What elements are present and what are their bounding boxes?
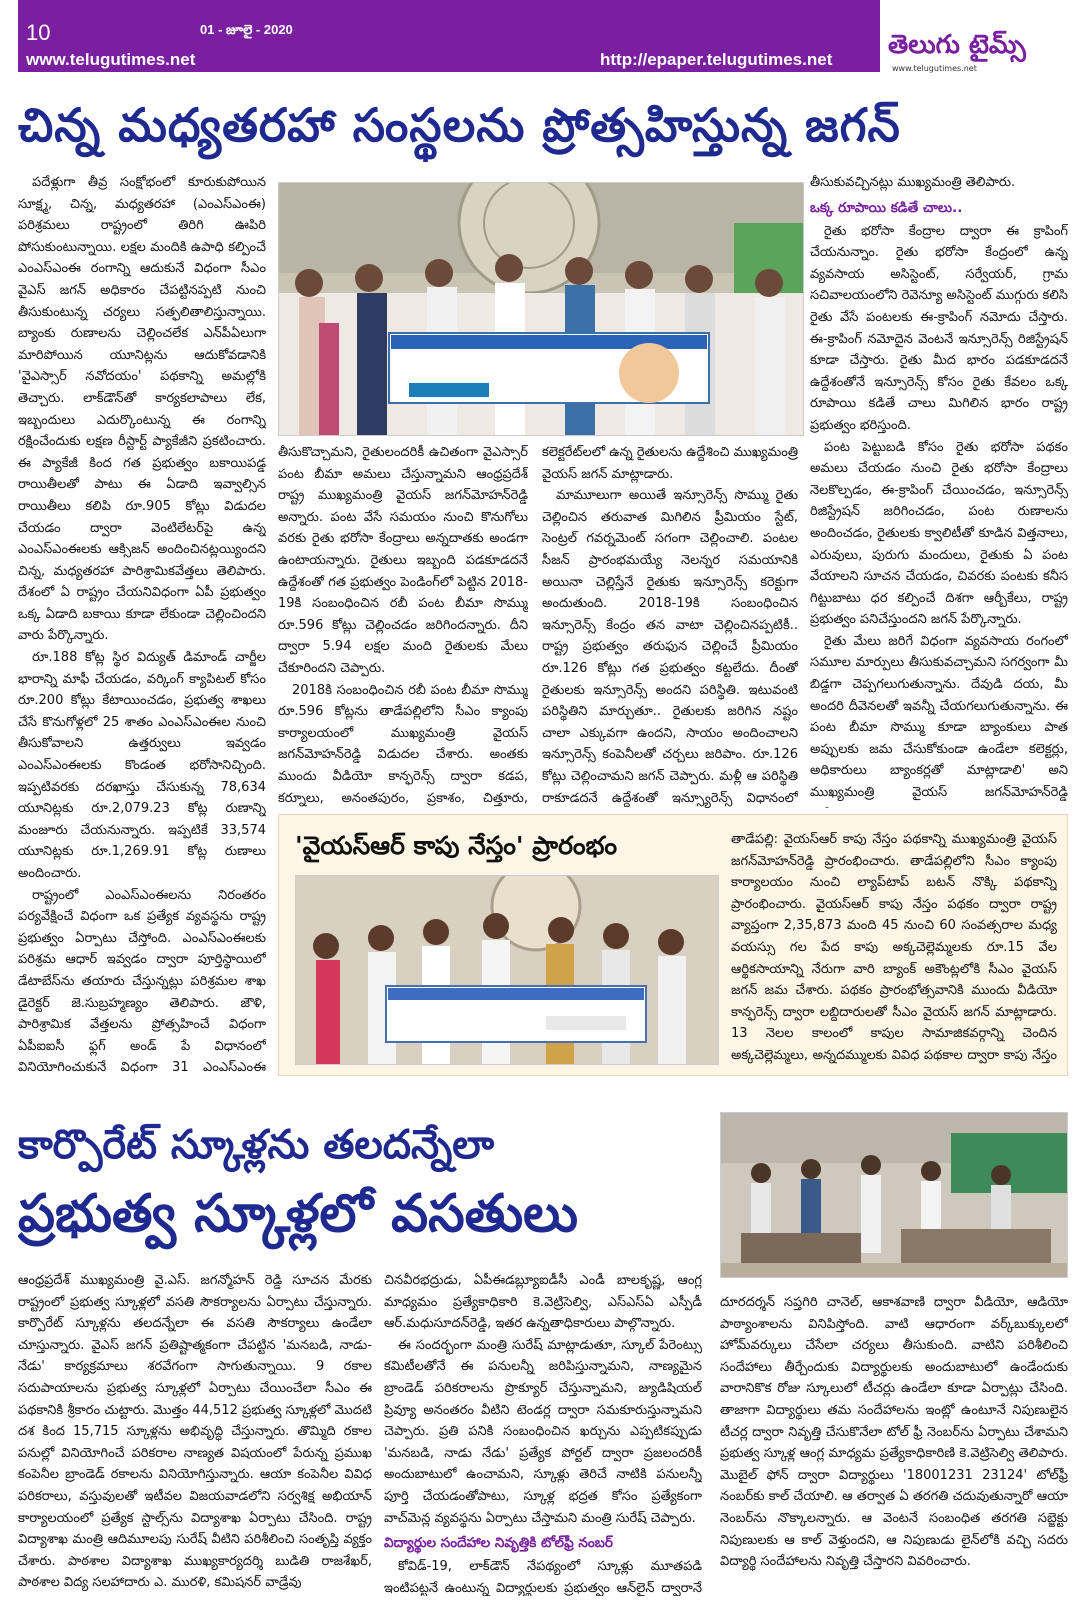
kapu-text	[731, 829, 1057, 1065]
edition-date: 01 - జూలై - 2020	[200, 22, 293, 37]
page-number: 10	[26, 20, 51, 45]
subhead-one-rupee: ఒక్క రూపాయి కడితే చాలు..	[810, 199, 963, 216]
paragraph: రాష్ట్రంలో ఎంఎస్‌ఎంఈలను నిరంతరం పర్యవేక్షించే విధంగా ఒక ప్రత్యేక వ్యవస్థను రాష్ట్ర ప్రభుత్వం ఏర్పాటు చేస్తోంది. ఎంఎస్‌ఎంఈలకు పరిశ్రమ ఆధార్‌ ఇవ్వడం ద్వారా పూర్తిస్థాయిలో డేటాబేస్‌ను తయారు చేస్తున్నట్లు పరిశ్రమల శాఖ డైరెక్టర్‌ జె.సుబ్రహ్మణ్యం తెలిపారు. జౌళి, పారిశ్రామిక వేత్తలను ప్రోత్సహించే విధంగా ఏపీఐఐసీ ఫ్లగ్‌ అండ్‌ పే విధానంలో వినియోగించుకునే విధంగా 31 ఎంఎస్‌ఎంఈ	[18, 887, 266, 1076]
paragraph: పదేళ్లుగా తీవ్ర సంక్షోభంలో కూరుకుపోయిన సూక్ష్మ, చిన్న, మధ్యతరహా (ఎంఎస్‌ఎంఈ) పరిశ్రమలు రాష్ట్రంలో తిరిగి ఊపిరి పోసుకుంటున్నాయి. లక్షల మందికి ఉపాధి కల్పించే ఎంఎస్‌ఎంఈ రంగాన్ని ఆదుకునే విధంగా సీఎం వైఎస్‌ జగన్‌ అధికారం చేపట్టినప్పటి నుంచి తీసుకుంటున్న చర్యలు సత్ఫలితాలిస్తున్నాయి. బ్యాంకు రుణాలను చెల్లించలేక ఎన్‌పీఏలుగా మారిపోయిన యూనిట్లను ఆదుకోవడానికి 'వైఎస్సార్‌ నవోదయం' పథకాన్ని అమల్లోకి తెచ్చారు. లాక్‌డౌన్‌తో కార్యకలాపాలు లేక, ఇబ్బందులు ఎదుర్కొంటున్న ఈ రంగాన్ని రక్షించేందుకు లక్షణ రీస్టార్ట్‌ ప్యాకేజీని ప్రకటించారు. ఈ ప్యాకేజీ కింద గత ప్రభుత్వం బకాయిపడ్డ రాయితీలతో పాటు ఈ ఏడాది ఇవ్వాల్సిన రాయితీలు కలిపి రూ.905 కోట్లు విడుదల చేయడం ద్వారా వెంటిలేటర్‌పై ఉన్న ఎంఎస్‌ఎంఈలకు ఆక్సిజన్‌ అందించినట్లయ్యిందని చిన్న, మధ్యతరహా పారిశ్రామికవేత్తలు తెలిపారు. దేశంలో ఏ రాష్ట్రం చేయనివిధంగా ఏపీ ప్రభుత్వం ఒక్క ఏడాది బకాయి కూడా లేకుండా చెల్లించిందని వారు పేర్కొన్నారు.	[18, 175, 266, 644]
kapu-nestham-box	[278, 814, 1068, 1076]
photo-cheque-handover	[278, 182, 804, 436]
article2-col3	[720, 1292, 1068, 1596]
photo-kapu-launch-image	[296, 876, 719, 1065]
photo-school-furniture-image	[721, 1113, 1068, 1278]
article2-col1	[18, 1270, 372, 1596]
article2-col2	[384, 1270, 702, 1596]
schools-headline-line1: కార్పొరేట్‌ స్కూళ్లను తలదన్నేలా	[18, 1122, 495, 1168]
article1-col1	[18, 172, 266, 1076]
article1-col2	[278, 442, 528, 808]
paragraph: తీసుకొచ్చామని, రైతులందరికీ ఉచితంగా వైఎస్సార్‌ పంట బీమా అమలు చేస్తున్నామని ఆంధ్రప్రదేశ్‌ రాష్ట్ర ముఖ్యమంత్రి వైయస్‌ జగన్‌మోహన్‌రెడ్డి అన్నారు. పంట వేసే సమయం నుంచి కొనుగోలు వరకు రైతు భరోసా కేంద్రాలు అన్నదాతకు అండగా ఉంటాయన్నారు. రైతులు ఇబ్బంది పడకూడదనే ఉద్దేశంతో గత ప్రభుత్వం పెండింగ్‌లో పెట్టిన 2018-19కి సంబంధించిన రబీ పంట బీమా సొమ్ము రూ.596 కోట్లు చెల్లించడం జరిగిందన్నారు. దీని ద్వారా 5.94 లక్షల మంది రైతులకు మేలు చేకూరిందని చెప్పారు.	[278, 445, 528, 676]
epaper-link[interactable]: http://epaper.telugutimes.net	[600, 50, 833, 69]
article1-col3	[542, 442, 798, 808]
paragraph: రైతు మేలు జరిగే విధంగా వ్యవసాయ రంగంలో సమూల మార్పులు తీసుకువచ్చామని సగర్వంగా మీ బిడ్డగా చెప్పగలుగుతున్నాను. దేవుడి దయ, మీ అందరి దీవెనలతో ఇవన్నీ చేయగలుగుతున్నాను. ఈ పంట బీమా సొమ్ము కూడా బ్యాంకులు పాత అప్పులకు జమ చేసుకోకుండా ఉండేలా కలెక్టర్లు, అధికారులు బ్యాంకర్లతో మాట్లాడాలి' అని ముఖ్యమంత్రి వైయస్‌ జగన్‌మోహన్‌రెడ్డి	[810, 633, 1068, 801]
paragraph: పంట పెట్టుబడి కోసం రైతు భరోసా పథకం అమలు చేయడం నుంచి రైతు భరోసా కేంద్రాలు నెలకొల్పడం, ఈ-క్రాపింగ్‌ చేయించడం, ఇన్సూరెన్స్‌ రిజిస్ట్రేషన్‌ జరిగించడం, పంట రుణాలను అందించడం, రైతులకు క్వాలిటీతో కూడిన విత్తనాలు, ఎరువులు, పురుగు మందులు, రైతుకు ఏ పంట వేయాలని సూచన చేయడం, చివరకు పంటకు కనీస గిట్టుబాటు ధర కల్పించే దిశగా ఆర్బీకేలు, రాష్ట్ర ప్రభుత్వం పనిచేస్తుందని జగన్‌ పేర్కొన్నారు.	[810, 439, 1068, 628]
paragraph: రైతు భరోసా కేంద్రాల ద్వారా ఈ క్రాపింగ్‌ చేయనున్నాం. రైతు భరోసా కేంద్రంలో ఉన్న వ్యవసాయ అసిస్టెంట్‌, సర్వేయర్‌, గ్రామ సచివాలయంలోని రెవెన్యూ అసిస్టెంట్‌ ముగ్గురు కలిసి రైతు వేసే పంటలకు ఈ-క్రాపింగ్‌ నమోదు చేస్తారు. ఈ-క్రాపింగ్‌ నమోదైన వెంటనే ఇన్సూరెన్స్‌ రిజిస్ట్రేషన్‌ కూడా చేస్తారు. రైతు మీద భారం పడకూడదనే ఉద్దేశంతోనే ఇన్సూరెన్స్‌ కోసం రైతు కేవలం ఒక్క రూపాయి కడితే చాలు మిగిలిన భారం రాష్ట్ర ప్రభుత్వం భరిస్తుంది.	[810, 223, 1068, 433]
paragraph: మామూలుగా అయితే ఇన్సూరెన్స్‌ సొమ్ము రైతు చెల్లించిన తరువాత మిగిలిన ప్రీమియం స్టేట్‌, సెంట్రల్‌ గవర్నమెంట్‌ సగంగా చెల్లించాలి. పంటల సీజన్‌ ప్రారంభమయ్యే నెలన్నర సమయానికి అయినా చెల్లిస్తేనే రైతుకు ఇన్సూరెన్స్‌ కరెక్టుగా అందుతుంది. 2018-19కి సంబంధించిన ఇన్సూరెన్స్‌ కేంద్రం తన వాటా చెల్లించినప్పటికీ.. రాష్ట్ర ప్రభుత్వం తరుఫున చెల్లించే ప్రీమియం రూ.126 కోట్లు గత ప్రభుత్వం కట్టలేదు. దీంతో రైతులకు ఇన్సూరెన్స్‌ అందని పరిస్థితి. ఇటువంటి పరిస్థితిని మార్చుతూ.. రైతులకు జరిగిన నష్టం చాలా ఎక్కువగా ఉందని, సాయం అందించాలని ఇన్సూరెన్స్‌ కంపెనీలతో చర్చలు జరిపాం. రూ.126 కోట్లు చెల్లించామని జగన్‌ చెప్పారు. మళ్లీ ఆ పరిస్థితి రాకూడదనే ఉద్దేశంతో ఇన్స్యూరెన్స్‌ విధానంలో	[542, 488, 798, 806]
logo-text: తెలుగు టైమ్స్	[888, 30, 1026, 60]
logo-sub: www.telugutimes.net	[892, 64, 977, 73]
photo-kapu-launch	[295, 875, 719, 1065]
paragraph: తీసుకువచ్చినట్లు ముఖ్యమంత్రి తెలిపారు.	[810, 175, 1016, 190]
subhead-tollfree: విద్యార్థుల సందేహాల నివృత్తికి టోల్‌ఫ్రీ నంబర్‌	[384, 1535, 613, 1552]
photo-school-furniture	[720, 1112, 1068, 1278]
main-headline: చిన్న మధ్యతరహా సంస్థలను ప్రోత్సహిస్తున్న జగన్	[18, 98, 901, 152]
paragraph: చినవీరభద్రుడు, ఏపీఈడబ్ల్యూఐడీసీ ఎండీ బాలకృష్ణ, ఆంగ్ల మాధ్యమం ప్రత్యేకాధికారి కె.వెట్రిసెల్వి, ఎస్‌ఎస్‌ఏ ఎస్పీడీ ఆర్‌.మధుసూదన్‌రెడ్డి, ఇతర ఉన్నతాధికారులు పాల్గొన్నారు.	[384, 1273, 702, 1332]
article1-col4	[810, 172, 1068, 808]
photo-cheque-handover-image	[279, 183, 804, 436]
paragraph: దూరదర్శన్‌ సప్తగిరి చానెల్‌, ఆకాశవాణి ద్వారా వీడియో, ఆడియో పాఠ్యాంశాలను వినిపిస్తోంది. వాటి ఆధారంగా వర్క్‌బుక్కులలో హోమ్‌వర్కులు చేసేలా చర్యలు తీసుకుంది. వాటిని పరిశీలించి సందేహాలు తీర్చేందుకు విద్యార్థులకు అందుబాటులో ఉండేందుకు వారానికొక రోజు స్కూలులో టీచర్లు ఉండేలా కూడా ఏర్పాట్లు చేసింది. తాజాగా విద్యార్థులు తమ సందేహాలను ఇంట్లో ఉంటూనే నిపుణులైన టీచర్ల ద్వారా నివృత్తి చేసుకొనేలా టోల్‌ ఫ్రీ నెంబర్‌ను ఏర్పాటు చేశామని ప్రభుత్వ స్కూళ్ల ఆంగ్ల మాధ్యమ ప్రత్యేకాధికారిణి కె.వెట్రిసెల్వి తెలిపారు. మొబైల్‌ ఫోన్‌ ద్వారా విద్యార్థులు '18001231 23124' టోల్‌ఫ్రీ నంబర్‌కు కాల్‌ చేయాలి. ఆ తర్వాత ఏ తరగతి చదువుతున్నారో ఆయా నెంబర్‌ను నొక్కాలన్నారు. ఆ వెంటనే సంబంధిత తరగతి సబ్జెక్టు నిపుణులకు ఆ కాల్‌ వెళ్తుందని, ఆ నిపుణుడు లైన్‌లోకి వచ్చి సదరు విద్యార్థి సందేహాలను నివృత్తి చేస్తారని వివరించారు.	[720, 1295, 1068, 1570]
masthead	[0, 0, 1084, 72]
schools-headline-line2: ప్రభుత్వ స్కూళ్లలో వసతులు	[18, 1184, 578, 1244]
site-link[interactable]: www.telugutimes.net	[26, 50, 196, 69]
paragraph: ఈ సందర్భంగా మంత్రి సురేష్‌ మాట్లాడుతూ, స్కూల్‌ పేరెంట్సు కమిటీలతోనే ఈ పనులన్నీ జరిపిస్తున్నామని, నాణ్యమైన బ్రాండెడ్‌ పరికరాలను ప్రొక్యూర్‌ చేస్తున్నామని, జ్యుడిషియల్‌ ప్రివ్యూ అనంతరం వీటిని టెండర్ల ద్వారా సమకూరుస్తున్నామని చెప్పారు. ప్రతి పనికి సంబంధించిన ఖర్చును ఎప్పటికప్పుడు 'మనబడి, నాడు నేడు' ప్రత్యేక పోర్టల్‌ ద్వారా ప్రజలందరికీ అందుబాటులో ఉంచామని, స్కూళ్లు తెరిచే నాటికి పనులన్నీ పూర్తి చేయడంతోపాటు, స్కూళ్ల భద్రత కోసం ప్రత్యేకంగా వాచ్‌మెన్ల వ్యవస్థను ఏర్పాటు చేస్తామని మంత్రి సురేష్‌ చెప్పారు.	[384, 1337, 702, 1526]
paragraph: 2018కి సంబంధించిన రబీ పంట బీమా సొమ్ము రూ.596 కోట్లను తాడేపల్లిలోని సీఎం క్యాంపు కార్యాలయంలో ముఖ్యమంత్రి వైయస్‌ జగన్‌మోహన్‌రెడ్డి విడుదల చేశారు. అంతకు ముందు వీడియో కాన్ఫరెన్స్‌ ద్వారా కడప, కర్నూలు, అనంతపురం, ప్రకాశం, చిత్తూరు,	[278, 682, 528, 806]
kapu-title: 'వైయస్‌ఆర్‌ కాపు నేస్తం' ప్రారంభం	[295, 831, 617, 860]
paragraph: రూ.188 కోట్ల స్థిర విద్యుత్‌ డిమాండ్‌ చార్జీల భారాన్ని మాఫీ చేయడం, వర్కింగ్‌ క్యాపిటల్‌ కోసం రూ.200 కోట్లు కేటాయించడం, ప్రభుత్వ శాఖలు చేసే కొనుగోళ్లలో 25 శాతం ఎంఎస్‌ఎంఈల నుంచి తీసుకోవాలని ఉత్తర్వులు ఇవ్వడం ఎంఎస్‌ఎంఈలకు కొండంత భరోసానిచ్చింది. ఇప్పటివరకు దరఖాస్తు చేసుకున్న 78,634 యూనిట్లకు రూ.2,079.23 కోట్ల రుణాన్ని మంజూరు చేయనున్నారు. ఇప్పటికే 33,574 యూనిట్లకు రూ.1,269.91 కోట్ల రుణాలు అందించారు.	[18, 650, 266, 881]
telugu-times-logo	[882, 28, 1062, 74]
paragraph: కలెక్టరేట్‌లలో ఉన్న రైతులను ఉద్దేశించి ముఖ్యమంత్రి వైయస్‌ జగన్‌ మాట్లాడారు.	[542, 445, 798, 482]
paragraph: ఆంధ్రప్రదేశ్‌ ముఖ్యమంత్రి వై.ఎస్‌. జగన్మోహన్‌ రెడ్డి సూచన మేరకు రాష్ట్రంలో ప్రభుత్వ స్కూళ్లలో వసతి సౌకర్యాలను ఏర్పాటు చేస్తున్నారు. కార్పొరేట్‌ స్కూళ్లను తలదన్నేలా ఈ వసతి సౌకర్యాలు ఉండేలా చూస్తున్నారు. వైఎస్‌ జగన్‌ ప్రతిష్టాత్మకంగా చేపట్టిన 'మనబడి, నాడు-నేడు' కార్యక్రమాలు శరవేగంగా సాగుతున్నాయి. 9 రకాల సదుపాయాలను ప్రభుత్వ స్కూళ్లలో ఏర్పాటు చేయించేలా సీఎం ఈ పథకానికి శ్రీకారం చుట్టారు. మొత్తం 44,512 ప్రభుత్వ స్కూళ్లలో మొదటి దశ కింద 15,715 స్కూళ్లను అభివృద్ధి చేస్తున్నారు. తొమ్మిది రకాల పనుల్లో వినియోగించే పరికరాల నాణ్యత విషయంలో పేరున్న ప్రముఖ కంపెనీల బ్రాండెడ్‌ రకాలను వినియోగిస్తున్నారు. ఆయా కంపెనీల వివిధ పరికరాలు, వస్తువులతో ఇటీవల విజయవాడలోని సర్వశిక్ష అభియాన్‌ కార్యాలయంలో ప్రత్యేక స్టాల్స్‌ను విద్యాశాఖ ఏర్పాటు చేసింది. రాష్ట్ర విద్యాశాఖ మంత్రి ఆదిమూలపు సురేష్‌ వీటిని పరిశీలించి సంతృప్తి వ్యక్తం చేశారు. పాఠశాల విద్యాశాఖ ముఖ్యకార్యదర్శి బుడితి రాజశేఖర్‌, పాఠశాల విద్య సలహాదారు ఎ. మురళి, కమిషనర్‌ వాడ్రేవు	[18, 1273, 372, 1591]
paragraph: తాడేపల్లి: వైయస్‌ఆర్‌ కాపు నేస్తం పథకాన్ని ముఖ్యమంత్రి వైయస్‌ జగన్‌మోహన్‌రెడ్డి ప్రారంభించారు. తాడేపల్లిలోని సీఎం క్యాంపు కార్యాలయం నుంచి ల్యాప్‌టాప్‌ బటన్‌ నొక్కి పథకాన్ని ప్రారంభించారు. వైయస్‌ఆర్‌ కాపు నేస్తం పథకం ద్వారా రాష్ట్ర వ్యాప్తంగా 2,35,873 మంది 45 నుంచి 60 సంవత్సరాల మధ్య వయస్సు గల పేద కాపు అక్కచెల్లెమ్మలకు రూ.15 వేల ఆర్థికసాయాన్ని నేరుగా వారి బ్యాంక్‌ అకౌంట్లలోకి సీఎం వైయస్‌ జగన్‌ జమ చేశారు. పథకం ప్రారంభోత్సవానికి ముందు వీడియో కాన్ఫరెన్స్‌ ద్వారా లబ్దిదారులతో సీఎం వైయస్‌ జగన్‌ మాట్లాడారు. 13 నెలల కాలంలో కాపుల సామాజికవర్గాన్ని చెందిన అక్కచెల్లెమ్మలు, అన్నదమ్ములకు వివిధ పథకాల ద్వారా కాపు నేస్తం	[731, 832, 1057, 1063]
paragraph: కోవిడ్‌-19, లాక్‌డౌన్‌ నేపథ్యంలో స్కూళ్లు మూతపడి ఇంటిపట్టనే ఉంటున్న విద్యార్థులకు ప్రభుత్వం ఆన్‌లైన్‌ ద్వారానే	[384, 1559, 702, 1596]
